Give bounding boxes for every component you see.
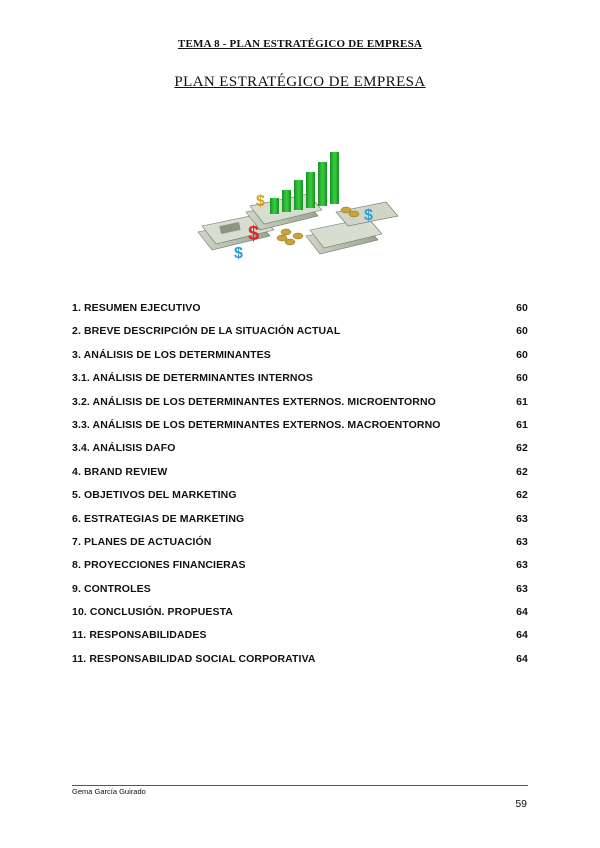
toc-entry[interactable]	[72, 583, 528, 606]
toc-entry-page: 62	[516, 489, 528, 502]
toc-entry-page: 64	[516, 606, 528, 619]
toc-entry[interactable]	[72, 349, 528, 372]
toc-entry-label: 6. ESTRATEGIAS DE MARKETING	[72, 512, 245, 525]
toc-entry-label: 5. OBJETIVOS DEL MARKETING	[72, 489, 237, 502]
toc-entry-label: 11. RESPONSABILIDAD SOCIAL CORPORATIVA	[72, 652, 316, 665]
footer-author: Gema García Guirado	[72, 787, 146, 796]
toc-entry-label: 3.1. ANÁLISIS DE DETERMINANTES INTERNOS	[72, 372, 313, 385]
page-number: 59	[515, 798, 527, 810]
toc-entry-label: 3.3. ANÁLISIS DE LOS DETERMINANTES EXTERNOS. MACROENTORNO	[72, 418, 441, 431]
toc-entry[interactable]	[72, 629, 528, 652]
toc-entry-label: 11. RESPONSABILIDADES	[72, 629, 207, 642]
dollar-icon-red: $	[248, 223, 260, 245]
toc-entry[interactable]	[72, 396, 528, 419]
footer-divider	[72, 785, 528, 786]
dollar-icon-gold: $	[256, 193, 265, 210]
toc-entry[interactable]	[72, 325, 528, 348]
toc-entry-page: 60	[516, 302, 528, 314]
dollar-icon-blue-right: $	[364, 207, 373, 224]
toc-entry-page: 60	[516, 325, 528, 338]
toc-entry-label: 8. PROYECCIONES FINANCIERAS	[72, 559, 246, 572]
toc-entry[interactable]	[72, 559, 528, 582]
dollar-icon-blue-left: $	[234, 245, 243, 262]
toc-entry-page: 63	[516, 582, 528, 595]
toc-entry[interactable]	[72, 489, 528, 512]
toc-entry-page: 60	[516, 348, 528, 361]
toc-entry[interactable]	[72, 513, 528, 536]
toc-entry[interactable]	[72, 372, 528, 395]
toc-entry-label: 3.4. ANÁLISIS DAFO	[72, 442, 176, 455]
document-title: PLAN ESTRATÉGICO DE EMPRESA	[174, 74, 426, 90]
toc-entry-label: 10. CONCLUSIÓN. PROPUESTA	[72, 606, 233, 619]
toc-entry[interactable]	[72, 302, 528, 325]
toc-entry-page: 63	[516, 535, 528, 548]
toc-entry-label: 3.2. ANÁLISIS DE LOS DETERMINANTES EXTERNOS. MICROENTORNO	[72, 395, 436, 408]
table-of-contents	[72, 302, 528, 676]
toc-entry-label: 4. BRAND REVIEW	[72, 465, 168, 478]
toc-entry-page: 64	[516, 629, 528, 642]
toc-entry-page: 63	[516, 512, 528, 525]
toc-entry[interactable]	[72, 419, 528, 442]
running-header: TEMA 8 - PLAN ESTRATÉGICO DE EMPRESA	[177, 38, 423, 50]
toc-entry-page: 63	[516, 559, 528, 572]
toc-entry-page: 64	[516, 652, 528, 665]
toc-entry[interactable]	[72, 442, 528, 465]
toc-entry-label: 1. RESUMEN EJECUTIVO	[72, 302, 201, 314]
toc-entry-label: 3. ANÁLISIS DE LOS DETERMINANTES	[72, 348, 271, 361]
toc-entry[interactable]	[72, 536, 528, 559]
toc-entry-page: 62	[516, 465, 528, 478]
toc-entry-page: 60	[516, 372, 528, 385]
finance-illustration	[186, 140, 414, 280]
toc-entry[interactable]	[72, 606, 528, 629]
toc-entry-page: 62	[516, 442, 528, 455]
toc-entry-label: 9. CONTROLES	[72, 582, 151, 595]
toc-entry-label: 2. BREVE DESCRIPCIÓN DE LA SITUACIÓN ACTUAL	[72, 325, 341, 338]
toc-entry-label: 7. PLANES DE ACTUACIÓN	[72, 535, 212, 548]
toc-entry-page: 61	[516, 418, 528, 431]
toc-entry[interactable]	[72, 653, 528, 676]
toc-entry[interactable]	[72, 466, 528, 489]
toc-entry-page: 61	[516, 395, 528, 408]
